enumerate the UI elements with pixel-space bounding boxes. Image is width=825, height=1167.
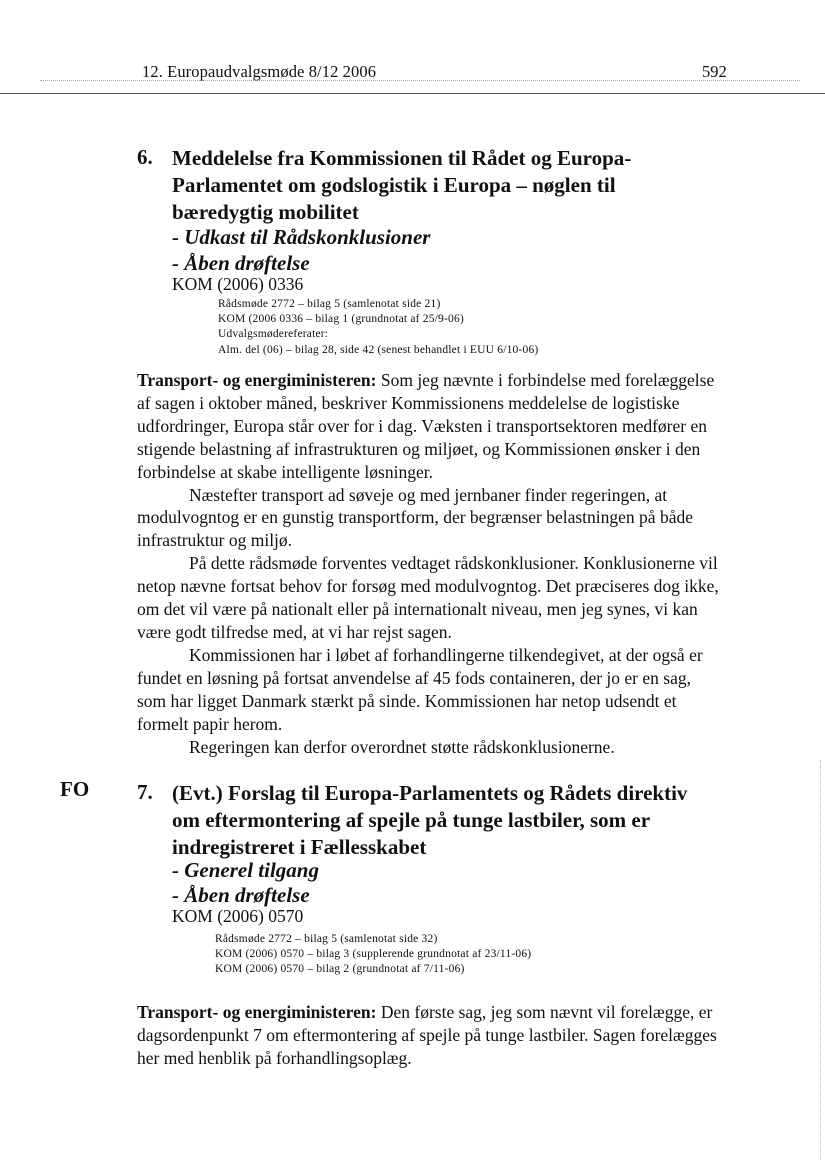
reference-line: Rådsmøde 2772 – bilag 5 (samlenotat side 21) <box>218 298 441 310</box>
paragraph <box>137 1001 720 1070</box>
reference-line: KOM (2006 0336 – bilag 1 (grundnotat af 25/9-06) <box>218 313 464 326</box>
paragraph: På dette rådsmøde forventes vedtaget rådskonklusioner. Konklusionerne vil netop nævne fortsat behov for forsøg med modulvogntog. Det præciseres dog ikke, om det vil være på nationalt eller på internationalt niveau, men jeg synes, vi kan være godt tilfredse med, at vi har rejst sagen. <box>137 553 719 642</box>
reference-list <box>218 297 538 358</box>
reference-list <box>215 932 531 978</box>
item-title-line: (Evt.) Forslag til Europa-Parlamentets og Rådets direktiv <box>172 781 688 805</box>
item-body <box>137 369 720 758</box>
item-title-line: om eftermontering af spejle på tunge lastbiler, som er <box>172 808 651 832</box>
kom-number: KOM (2006) 0570 <box>172 906 304 926</box>
item-subtitle: - Udkast til Rådskonklusioner <box>172 225 431 249</box>
item-number: 6. <box>137 145 153 169</box>
paragraph-text: Som jeg nævnte i forbindelse med forelæggelse af sagen i oktober måned, beskriver Kommissionens meddelelse de logistiske udfordringer, Europa står over for i dag. Væksten i transportsektoren medfører en stigende belastning af infrastrukturen og miljøet, og Kommissionen ønsker i den forbindelse at skabe intelligente løsninger. <box>137 370 715 482</box>
reference-line: KOM (2006) 0570 – bilag 3 (supplerende grundnotat af 23/11-06) <box>215 948 532 961</box>
paragraph-text: Den første sag, jeg som nævnt vil forelægge, er dagsordenpunkt 7 om eftermontering af spejle på tunge lastbiler. Sagen forelægges her med henblik på forhandlingsoplæg. <box>137 1002 717 1068</box>
item-subtitle: - Generel tilgang <box>172 858 319 882</box>
item-subtitle: - Åben drøftelse <box>172 883 310 907</box>
reference-line: Alm. del (06) – bilag 28, side 42 (senest behandlet i EUU 6/10-06) <box>218 343 539 356</box>
paragraph: Kommissionen har i løbet af forhandlingerne tilkendegivet, at der også er fundet en løsning på fortsat anvendelse af 45 fods containeren, der jo er en sag, som har ligget Danmark stærkt på sinde. Kommissionen har netop udsendt et formelt papir herom. <box>137 644 703 734</box>
item-title-line: bæredygtig mobilitet <box>172 200 359 224</box>
item-body <box>137 1001 720 1070</box>
paragraph: Regeringen kan derfor overordnet støtte rådskonklusionerne. <box>189 736 615 757</box>
page-number: 592 <box>702 62 727 81</box>
item-title <box>172 780 732 861</box>
item-title-line: indregistreret i Fællesskabet <box>172 835 427 859</box>
header-rule <box>0 93 825 94</box>
paragraph: Næstefter transport ad søveje og med jernbaner finder regeringen, at modulvogntog er en gunstig transportform, der begrænser belastningen på både infrastruktur og miljø. <box>137 484 693 551</box>
reference-line: Rådsmøde 2772 – bilag 5 (samlenotat side 32) <box>215 933 438 945</box>
item-title <box>172 145 692 226</box>
item-title-line: Parlamentet om godslogistik i Europa – nøglen til <box>172 173 616 197</box>
page-header <box>0 58 825 98</box>
margin-label: FO <box>60 777 90 801</box>
scan-edge-line <box>820 760 821 1160</box>
item-title-line: Meddelelse fra Kommissionen til Rådet og Europa- <box>172 146 632 170</box>
reference-line: KOM (2006) 0570 – bilag 2 (grundnotat af 7/11-06) <box>215 963 465 976</box>
reference-line: Udvalgsmødereferater: <box>218 328 329 341</box>
speaker-label: Transport- og energiministeren: <box>137 370 377 390</box>
kom-number: KOM (2006) 0336 <box>172 274 304 294</box>
paragraph <box>137 369 720 484</box>
speaker-label: Transport- og energiministeren: <box>137 1002 377 1022</box>
item-number: 7. <box>137 780 153 804</box>
item-subtitle: - Åben drøftelse <box>172 251 310 275</box>
header-title: 12. Europaudvalgsmøde 8/12 2006 <box>142 62 377 81</box>
